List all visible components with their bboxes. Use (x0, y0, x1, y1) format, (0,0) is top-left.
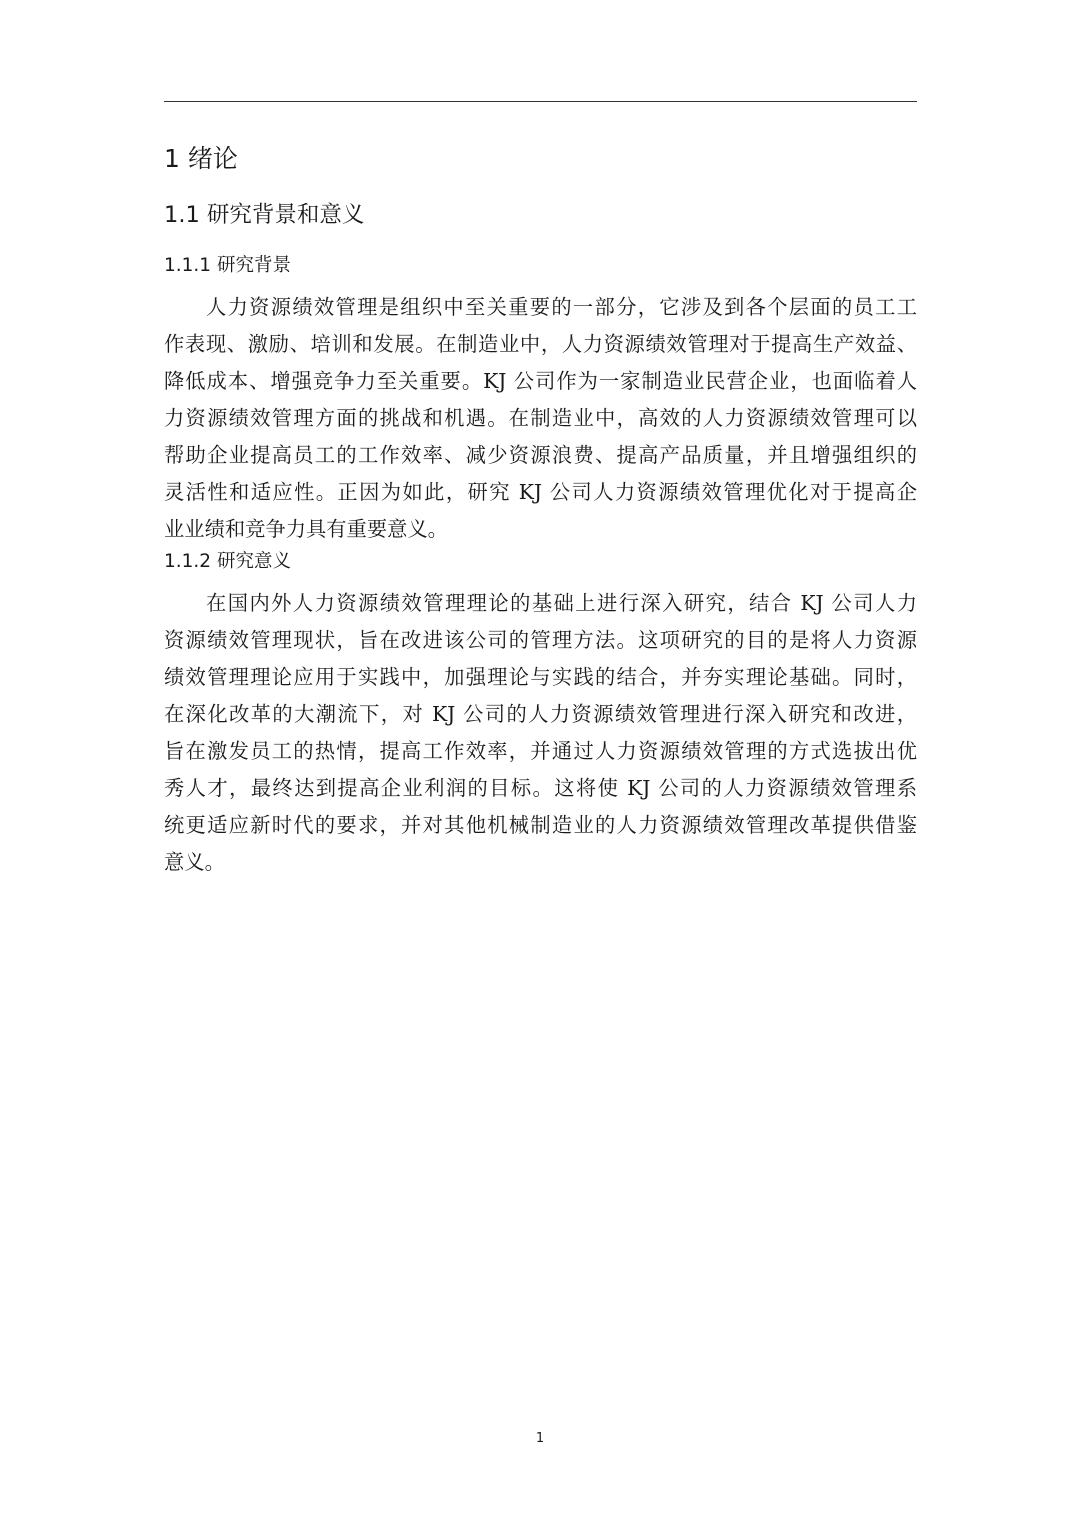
page-number: 1 (535, 1431, 545, 1446)
paragraph-line: 力资源绩效管理方面的挑战和机遇。在制造业中，高效的人力资源绩效管理可以 (164, 406, 917, 430)
paragraph-line: 统更适应新时代的要求，并对其他机械制造业的人力资源绩效管理改革提供借鉴 (164, 813, 917, 837)
header-rule (164, 101, 917, 102)
paragraph-line: 人力资源绩效管理是组织中至关重要的一部分，它涉及到各个层面的员工工 (206, 295, 917, 319)
chapter-title: 1 绪论 (164, 144, 238, 173)
paragraph-line: 在国内外人力资源绩效管理理论的基础上进行深入研究，结合 KJ 公司人力 (206, 591, 917, 615)
paragraph-line: 旨在激发员工的热情，提高工作效率，并通过人力资源绩效管理的方式选拔出优 (164, 739, 917, 763)
paragraph-line: 意义。 (164, 850, 225, 874)
section-title: 1.1 研究背景和意义 (164, 202, 365, 228)
paragraph-line: 降低成本、增强竞争力至关重要。KJ 公司作为一家制造业民营企业，也面临着人 (164, 369, 917, 393)
paragraph-line: 资源绩效管理现状，旨在改进该公司的管理方法。这项研究的目的是将人力资源 (164, 628, 917, 652)
paragraph-line: 作表现、激励、培训和发展。在制造业中，人力资源绩效管理对于提高生产效益、 (164, 332, 917, 356)
paragraph-line: 绩效管理理论应用于实践中，加强理论与实践的结合，并夯实理论基础。同时， (164, 665, 917, 689)
paragraph-line: 在深化改革的大潮流下，对 KJ 公司的人力资源绩效管理进行深入研究和改进， (164, 702, 917, 726)
subsection-title-background: 1.1.1 研究背景 (164, 255, 291, 276)
paragraph-significance (164, 585, 917, 881)
paragraph-line: 业业绩和竞争力具有重要意义。 (164, 517, 448, 541)
paragraph-line: 秀人才，最终达到提高企业利润的目标。这将使 KJ 公司的人力资源绩效管理系 (164, 776, 917, 800)
paragraph-line: 帮助企业提高员工的工作效率、减少资源浪费、提高产品质量，并且增强组织的 (164, 443, 917, 467)
subsection-title-significance: 1.1.2 研究意义 (164, 551, 291, 572)
paragraph-line: 灵活性和适应性。正因为如此，研究 KJ 公司人力资源绩效管理优化对于提高企 (164, 480, 917, 504)
paragraph-background (164, 289, 917, 548)
